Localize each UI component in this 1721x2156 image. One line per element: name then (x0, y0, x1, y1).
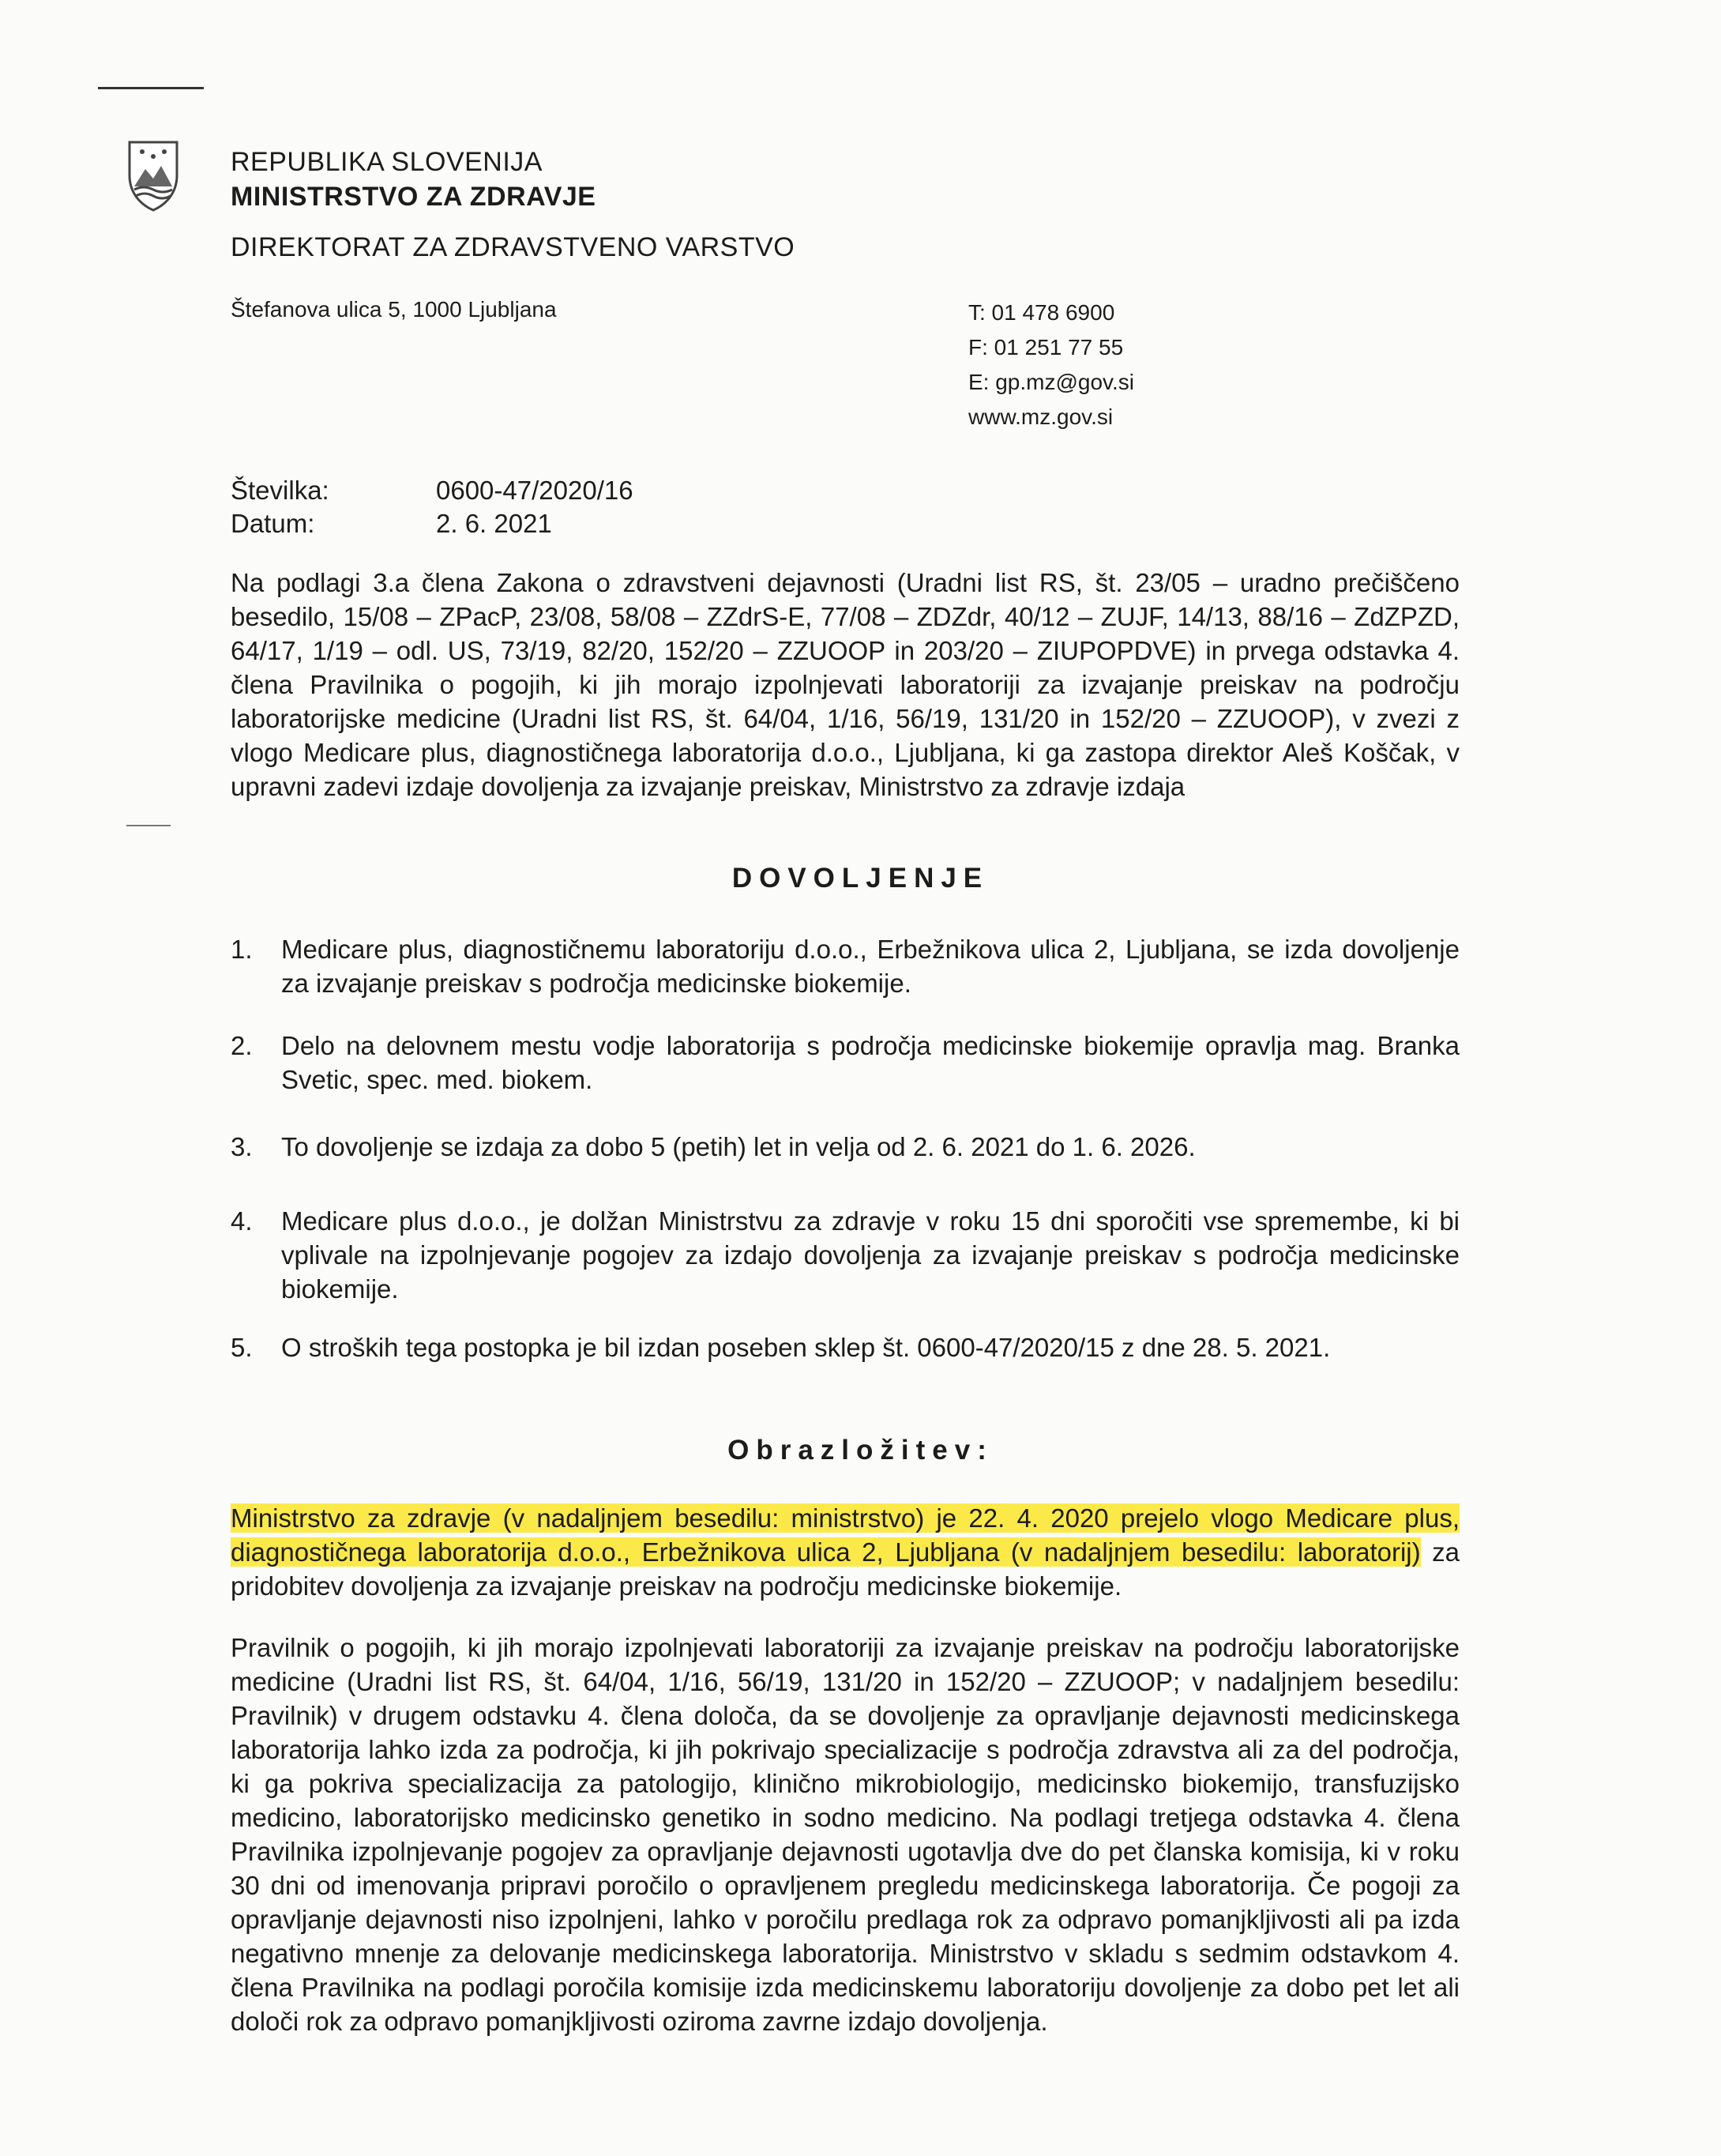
item-number: 2. (231, 1031, 253, 1060)
date-label: Datum: (231, 509, 315, 538)
coat-of-arms-icon (125, 139, 182, 212)
country-name: REPUBLIKA SLOVENIJA (231, 147, 543, 177)
item-text: Medicare plus, diagnostičnemu laboratoriju d.o.o., Erbežnikova ulica 2, Ljubljana, se izda dovoljenje za izvajanje preiskav s področja medicinske biokemije. (281, 935, 1460, 998)
item-text: To dovoljenje se izdaja za dobo 5 (petih) let in velja od 2. 6. 2021 do 1. 6. 2026. (281, 1132, 1196, 1161)
decision-item (231, 1029, 1460, 1097)
highlighted-text: Ministrstvo za zdravje (v nadaljnjem besedilu: ministrstvo) je 22. 4. 2020 prejelo vlogo Medicare plus, diagnostičnega laboratorija d.o.o., Erbežnikova ulica 2, Ljubljana (v nadaljnjem besedilu: laboratorij) (231, 1503, 1460, 1567)
intro-paragraph: Na podlagi 3.a člena Zakona o zdravstveni dejavnosti (Uradni list RS, št. 23/05 – uradno prečiščeno besedilo, 15/08 – ZPacP, 23/08, 58/08 – ZZdrS-E, 77/08 – ZDZdr, 40/12 – ZUJF, 14/13, 88/16 – ZdZPZD, 64/17, 1/19 – odl. US, 73/19, 82/20, 152/20 – ZZUOOP in 203/20 – ZIUPOPDVE) in prvega odstavka 4. člena Pravilnika o pogojih, ki jih morajo izpolnjevati laboratoriji za izvajanje preiskav na področju laboratorijske medicine (Uradni list RS, št. 64/04, 1/16, 56/19, 131/20 in 152/20 – ZZUOOP), v zvezi z vlogo Medicare plus, diagnostičnega laboratorija d.o.o., Ljubljana, ki ga zastopa direktor Aleš Koščak, v upravni zadevi izdaje dovoljenja za izvajanje preiskav, Ministrstvo za zdravje izdaja (231, 568, 1460, 801)
contact-block (968, 295, 1134, 435)
item-text: Delo na delovnem mestu vodje laboratorija s področja medicinske biokemije opravlja mag. Branka Svetic, spec. med. biokem. (281, 1031, 1460, 1094)
ministry-address: Štefanova ulica 5, 1000 Ljubljana (231, 297, 557, 322)
decision-item (231, 1204, 1460, 1306)
email-address: E: gp.mz@gov.si (968, 370, 1134, 394)
reasoning-text: za pridobitev dovoljenja za izvajanje preiskav na področju medicinske biokemije. (231, 1537, 1460, 1601)
decision-item (231, 932, 1460, 1000)
phone-number: T: 01 478 6900 (968, 300, 1115, 325)
item-number: 4. (231, 1206, 253, 1236)
website: www.mz.gov.si (968, 404, 1114, 429)
decision-item (231, 1330, 1460, 1364)
item-text: O stroških tega postopka je bil izdan poseben sklep št. 0600-47/2020/15 z dne 28. 5. 2021. (281, 1333, 1331, 1362)
scan-mark (126, 825, 171, 826)
reasoning-heading: Obrazložitev: (727, 1435, 994, 1466)
document-number: 0600-47/2020/16 (436, 476, 633, 505)
directorate-name: DIREKTORAT ZA ZDRAVSTVENO VARSTVO (231, 232, 795, 262)
reasoning-paragraph-2: Pravilnik o pogojih, ki jih morajo izpolnjevati laboratoriji za izvajanje preiskav na področju laboratorijske medicine (Uradni list RS, št. 64/04, 1/16, 56/19, 131/20 in 152/20 – ZZUOOP; v nadaljnjem besedilu: Pravilnik) v drugem odstavku 4. člena določa, da se dovoljenje za opravljanje dejavnosti medicinskega laboratorija lahko izda za področja, ki jih pokrivajo specializacije s področja zdravstva ali za del področja, ki ga pokriva specializacija za patologijo, klinično mikrobiologijo, medicinsko biokemijo, transfuzijsko medicino, laboratorijsko medicinsko genetiko in sodno medicino. Na podlagi tretjega odstavka 4. člena Pravilnika izpolnjevanje pogojev za opravljanje dejavnosti ugotavlja dve do pet članska komisija, ki v roku 30 dni od imenovanja pripravi poročilo o opravljenem pregledu medicinskega laboratorija. Če pogoji za opravljanje dejavnosti niso izpolnjeni, lahko v poročilu predlaga rok za odpravo pomanjkljivosti ali pa izda negativno mnenje za delovanje medicinskega laboratorija. Ministrstvo v skladu s sedmim odstavkom 4. člena Pravilnika na podlagi poročila komisije izda medicinskemu laboratoriju dovoljenje za dobo pet let ali določi rok za odpravo pomanjkljivosti oziroma zavrne izdajo dovoljenja. (231, 1633, 1460, 2036)
number-label: Številka: (231, 476, 329, 505)
decision-heading: DOVOLJENJE (731, 863, 990, 894)
ministry-name: MINISTRSTVO ZA ZDRAVJE (231, 182, 596, 212)
item-text: Medicare plus d.o.o., je dolžan Ministrstvu za zdravje v roku 15 dni sporočiti vse spremembe, ki bi vplivale na izpolnjevanje pogojev za izdajo dovoljenja za izvajanje preiskav s področja medicinske biokemije. (281, 1206, 1460, 1304)
fax-number: F: 01 251 77 55 (968, 335, 1124, 359)
decision-item (231, 1130, 1460, 1164)
document-meta (231, 474, 633, 540)
document-date: 2. 6. 2021 (436, 509, 552, 538)
item-number: 3. (231, 1132, 253, 1161)
item-number: 1. (231, 935, 253, 964)
reasoning-paragraph-1 (231, 1501, 1460, 1603)
scan-mark (98, 87, 204, 89)
item-number: 5. (231, 1333, 253, 1362)
